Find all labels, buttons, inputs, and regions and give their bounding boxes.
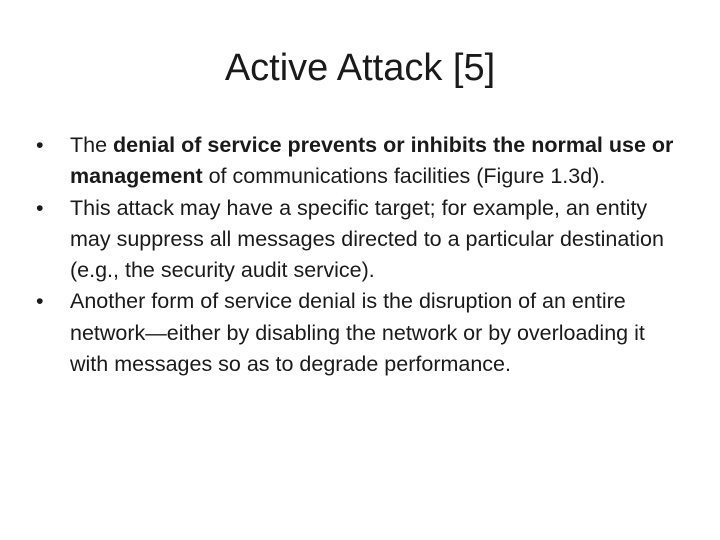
bullet-marker: • [36,289,44,314]
bullet-item-specific-target [36,193,686,287]
bullet-marker: • [36,195,44,220]
bullet-text-emphasis: denial of service prevents or inhibits the normal use or management [70,133,674,189]
bullet-item-network-disruption [36,286,686,380]
bullet-text: This attack may have a specific target; for example, an entity may suppress all messages directed to a particular destination (e.g., the security audit service). [70,195,664,283]
bullet-text: Another form of service denial is the disruption of an entire network—either by disabling the network or by overloading it with messages so as to degrade performance. [70,289,645,377]
bullet-text-tail: of communications facilities (Figure 1.3d). [202,164,606,189]
bullet-list [36,130,686,380]
slide-title: Active Attack [5] [224,47,496,89]
bullet-marker: • [36,133,44,157]
bullet-item-denial-of-service [36,130,686,193]
bullet-text-lead: The [70,133,114,157]
